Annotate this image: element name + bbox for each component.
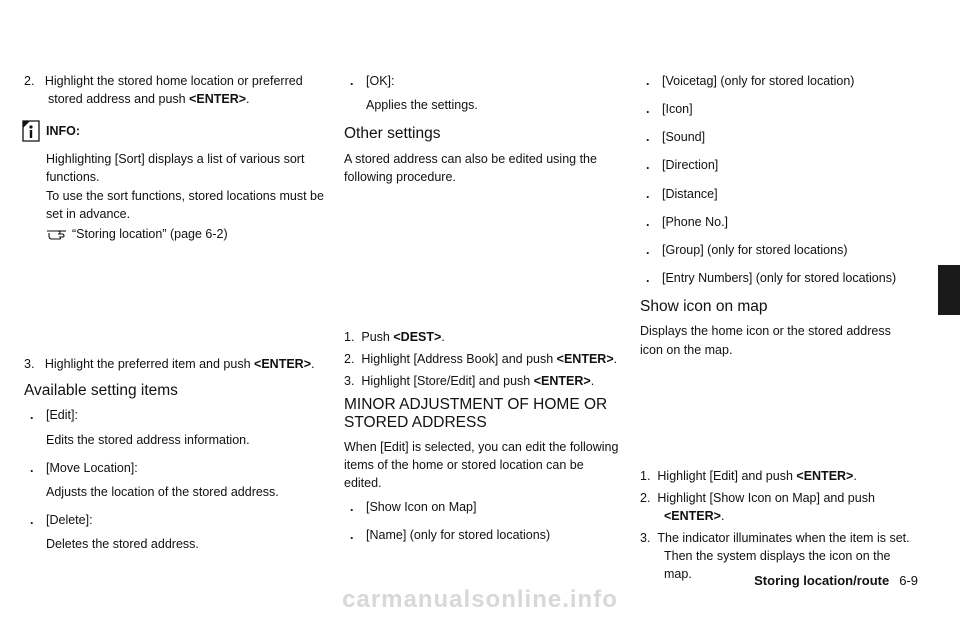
right-column: [640, 72, 916, 587]
list-item: . [Group] (only for stored locations): [646, 242, 848, 257]
middle-column: [344, 72, 620, 555]
step-2: 2. Highlight the stored home location or preferred stored address and push <ENTER>.: [24, 74, 303, 107]
other-settings-heading: Other settings: [344, 125, 441, 143]
info-line-2: To use the sort functions, stored locations must be set in advance.: [46, 188, 324, 221]
list-item: . [Phone No.]: [646, 214, 729, 229]
step-3: 3. Highlight the preferred item and push <ENTER>.: [24, 356, 315, 371]
section-tab: [938, 265, 960, 315]
step-3: 3. The indicator illuminates when the item is set. Then the system displays the icon on the map.: [640, 531, 910, 582]
pointing-hand-icon: [46, 227, 68, 241]
info-block: [24, 120, 324, 243]
page-number: 6-9: [899, 573, 918, 588]
step-3: 3. Highlight [Store/Edit] and push <ENTER>.: [344, 374, 595, 389]
page-reference: “Storing location” (page 6-2): [24, 225, 324, 243]
show-icon-heading: Show icon on map: [640, 298, 768, 315]
list-item: . [Voicetag] (only for stored location): [646, 74, 855, 88]
list-item: . [Show Icon on Map]: [350, 500, 477, 515]
list-item: . [Entry Numbers] (only for stored locations): [646, 270, 897, 285]
step-1: 1. Highlight [Edit] and push <ENTER>.: [640, 468, 857, 483]
list-item: . [Direction]: [646, 158, 719, 173]
show-icon-text: Displays the home icon or the stored address icon on the map.: [640, 324, 891, 357]
available-settings-heading: Available setting items: [24, 382, 178, 399]
list-item: . [Move Location]: Adjusts the location of the stored address.: [30, 460, 279, 499]
section-title: Storing location/route: [754, 573, 890, 588]
step-1: 1. Push <DEST>.: [344, 329, 445, 344]
list-item: . [Sound]: [646, 130, 706, 145]
watermark: carmanualsonline.info: [342, 586, 618, 613]
left-column: [24, 72, 324, 563]
list-item: . [Delete]: Deletes the stored address.: [30, 512, 199, 551]
list-item: . [Icon]: [646, 102, 693, 117]
list-item: . [Edit]: Edits the stored address information.: [30, 408, 250, 447]
info-line-1: Highlighting [Sort] displays a list of various sort functions.: [46, 152, 305, 185]
info-label: INFO:: [46, 124, 81, 139]
minor-adjustment-heading: MINOR ADJUSTMENT OF HOME OR STORED ADDRESS: [344, 396, 608, 432]
list-item: . [Distance]: [646, 186, 718, 201]
list-item: . [OK]: Applies the settings.: [350, 74, 478, 113]
step-2: 2. Highlight [Show Icon on Map] and push <ENTER>.: [640, 490, 875, 523]
info-icon: [22, 120, 40, 142]
step-2: 2. Highlight [Address Book] and push <ENTER>.: [344, 352, 618, 366]
list-item: . [Name] (only for stored locations): [350, 528, 551, 543]
other-settings-text: A stored address can also be edited using the following procedure.: [344, 151, 597, 184]
minor-adjustment-text: When [Edit] is selected, you can edit the following items of the home or stored location can be edited.: [344, 439, 619, 491]
